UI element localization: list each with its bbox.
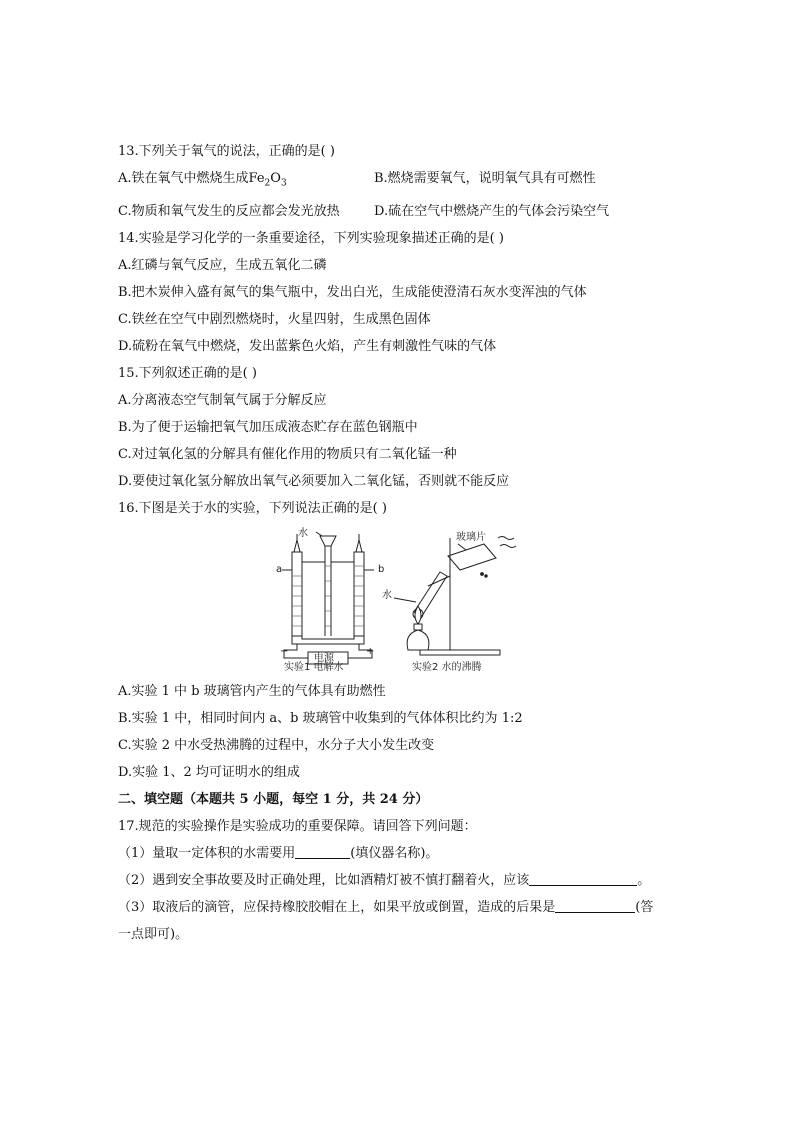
q13-option-a: A.铁在氧气中燃烧生成$Fe_2O_3$ (118, 171, 287, 189)
boiling-apparatus (394, 536, 516, 655)
q15-option-b: B.为了便于运输把氧气加压成液态贮存在蓝色钢瓶中 (118, 419, 418, 435)
worksheet (118, 138, 688, 948)
q14-option-b: B.把木炭伸入盛有氮气的集气瓶中，发出白光，生成能使澄清石灰水变浑浊的气体 (118, 284, 587, 300)
answer-blank-3[interactable] (555, 898, 635, 913)
q13-stem: 13.下列关于氧气的说法，正确的是( ) (118, 144, 335, 159)
label-water-left: 水 (298, 527, 308, 539)
q15-option-d: D.要使过氧化氢分解放出氧气必须要加入二氧化锰，否则就不能反应 (118, 473, 510, 489)
label-power: 电源 (314, 652, 334, 664)
q16-option-c: C.实验 2 中水受热沸腾的过程中，水分子大小发生改变 (118, 737, 435, 753)
answer-blank-1[interactable] (295, 844, 350, 859)
q16-option-a: A.实验 1 中 b 玻璃管内产生的气体具有助燃性 (118, 683, 386, 699)
q13-options-row2 (118, 198, 688, 225)
q17-part-3-continued: 一点即可)。 (118, 926, 189, 942)
q13-option-d: D.硫在空气中燃烧产生的气体会污染空气 (374, 203, 610, 219)
q15-option-a: A.分离液态空气制氧气属于分解反应 (118, 392, 327, 408)
caption-experiment-1: 实验1 电解水 (284, 661, 344, 673)
label-plus: + (366, 645, 375, 657)
experiment-diagram (270, 526, 530, 674)
electrolysis-apparatus (282, 532, 374, 664)
label-b: b (378, 563, 385, 575)
q17-part-3: （3）取液后的滴管，应保持橡胶胶帽在上，如果平放或倒置，造成的后果是 (答 (118, 899, 654, 915)
q14-option-d: D.硫粉在氧气中燃烧，发出蓝紫色火焰，产生有刺激性气味的气体 (118, 338, 497, 354)
q16-option-d: D.实验 1、2 均可证明水的组成 (118, 764, 300, 780)
q17-part-2: （2）遇到安全事故要及时正确处理，比如酒精灯被不慎打翻着火，应该 。 (118, 872, 651, 888)
q15-stem: 15.下列叙述正确的是( ) (118, 365, 257, 381)
caption-experiment-2: 实验2 水的沸腾 (412, 661, 482, 673)
answer-blank-2[interactable] (529, 871, 637, 886)
q17-part-1: （1）量取一定体积的水需要用 (填仪器名称)。 (118, 845, 439, 861)
q13-options-row1 (118, 165, 688, 198)
q17-stem: 17.规范的实验操作是实验成功的重要保障。请回答下列问题： (118, 818, 477, 834)
q16-stem: 16.下图是关于水的实验，下列说法正确的是( ) (118, 500, 387, 516)
q13-option-b: B.燃烧需要氧气，说明氧气具有可燃性 (374, 171, 596, 186)
label-minus: − (280, 645, 289, 657)
q16-option-b: B.实验 1 中，相同时间内 a、b 玻璃管中收集到的气体体积比约为 1:2 (118, 710, 523, 726)
q16-figure (118, 526, 688, 674)
q14-option-a: A.红磷与氧气反应，生成五氧化二磷 (118, 257, 327, 273)
q14-stem: 14.实验是学习化学的一条重要途径，下列实验现象描述正确的是( ) (118, 230, 504, 246)
label-glass-plate: 玻璃片 (456, 531, 486, 543)
q13-option-c: C.物质和氧气发生的反应都会发光放热 (118, 203, 340, 219)
section-title: 二、填空题（本题共 5 小题，每空 1 分，共 24 分） (118, 791, 429, 807)
q14-option-c: C.铁丝在空气中剧烈燃烧时，火星四射，生成黑色固体 (118, 311, 431, 327)
label-water-right: 水 (382, 589, 392, 601)
q15-option-c: C.对过氧化氢的分解具有催化作用的物质只有二氧化锰一种 (118, 446, 457, 462)
label-a: a (276, 563, 283, 575)
